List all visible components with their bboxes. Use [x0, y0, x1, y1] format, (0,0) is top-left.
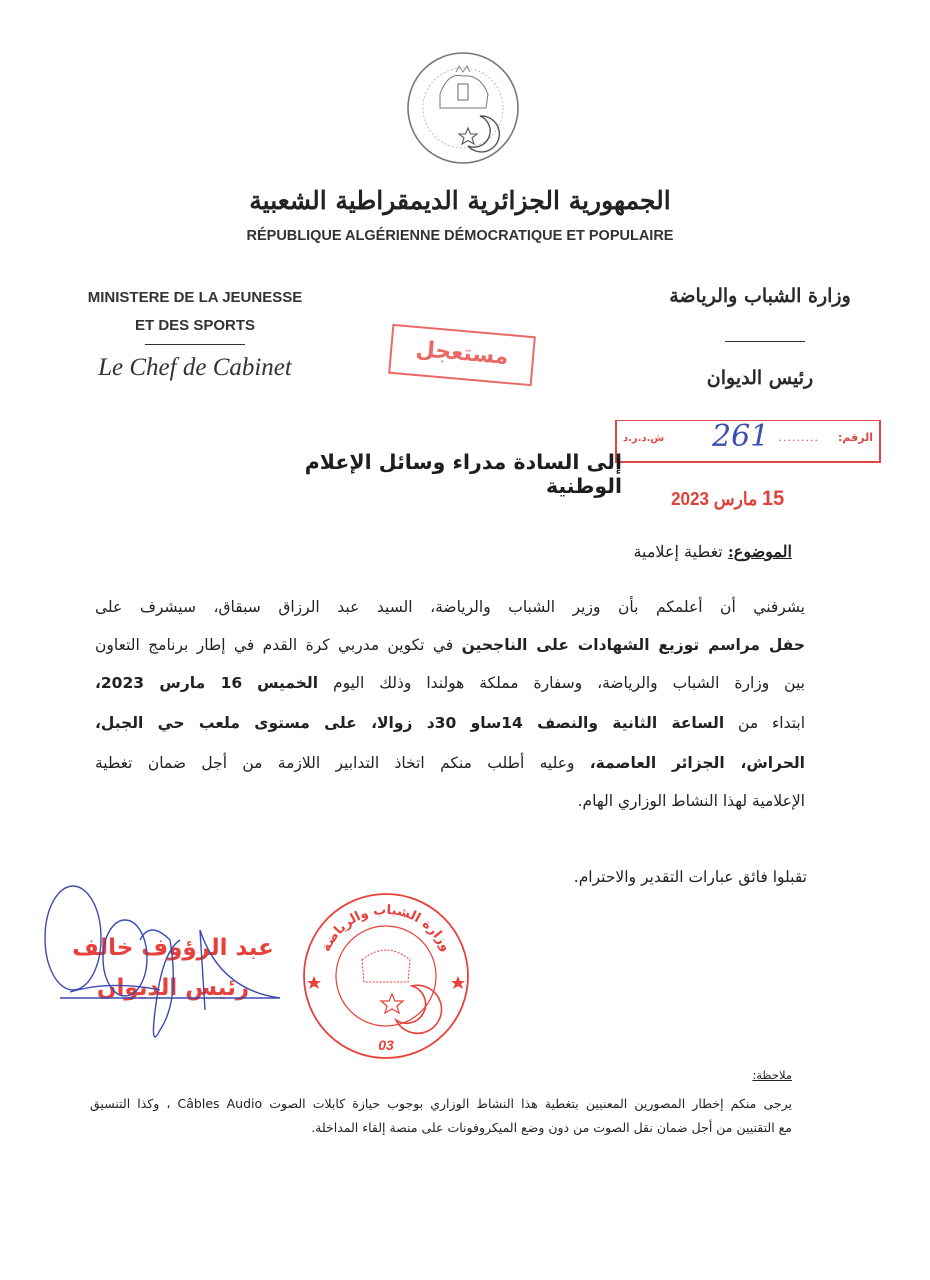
body-line-1 — [95, 598, 805, 616]
body-line-5 — [95, 754, 805, 772]
ministry-name-arabic: وزارة الشباب والرياضة — [669, 285, 851, 307]
body-bold-text: حفل مراسم توزيع الشهادات على الناجحين — [461, 636, 806, 654]
ministry-line-2: ET DES SPORTS — [134, 317, 256, 334]
reference-number: 261 — [712, 419, 770, 454]
body-text: يشرفني أن أعلمكم بأن وزير الشباب والرياضة، السيد عبد الرزاق سبقاق، سيشرف على — [95, 598, 805, 616]
office-title-arabic: رئيس الديوان — [706, 367, 814, 389]
reference-number-stamp — [615, 420, 881, 463]
body-bold-text: 16 مارس 2023، — [95, 674, 243, 692]
signatory-name: عبد الرؤوف خالف — [72, 935, 274, 961]
note-line-1 — [90, 1096, 792, 1111]
note-text: يرجى منكم إخطار المصورين المعنيين بتغطية هذا النشاط الوزاري بوجوب حيازة كابلات الصوت — [269, 1096, 792, 1111]
body-text: بين وزارة الشباب والرياضة، وسفارة مملكة هولندا وذلك اليوم — [332, 674, 805, 692]
subject-text: تغطية إعلامية — [633, 542, 723, 561]
body-line-4 — [95, 714, 805, 732]
body-text: ابتداء من — [738, 714, 806, 732]
body-line-3 — [95, 674, 805, 692]
country-name-french: RÉPUBLIQUE ALGÉRIENNE DÉMOCRATIQUE ET POPULAIRE — [246, 228, 674, 244]
ministry-name-french — [50, 284, 340, 340]
body-text: وعليه أطلب منكم اتخاذ التدابير اللازمة من أجل ضمان تغطية — [95, 754, 575, 772]
date-year: 2023 — [670, 489, 710, 509]
ministry-line-1: MINISTERE DE LA JEUNESSE — [87, 289, 303, 306]
body-text: الإعلامية لهذا النشاط الوزاري الهام. — [577, 792, 805, 810]
reference-dots: ......... — [778, 431, 819, 444]
official-round-seal — [300, 890, 472, 1062]
note-text: مع التقنيين من أجل ضمان نقل الصوت من دون وضع الميكروفونات على منصة إلقاء المداخلة. — [311, 1120, 792, 1135]
closing-formula: تقبلوا فائق عبارات التقدير والاحترام. — [573, 868, 807, 886]
subject — [470, 542, 792, 561]
svg-text:وزارة الشباب والرياضة — [319, 903, 454, 954]
date-day: 15 — [762, 487, 785, 510]
handwritten-signature — [40, 880, 340, 1060]
date-stamp — [671, 487, 784, 511]
divider — [145, 344, 245, 345]
note-french-term: Câbles Audio — [177, 1096, 263, 1111]
body-line-6 — [95, 792, 805, 810]
date-month: مارس — [713, 489, 758, 509]
seal-number: 03 — [378, 1037, 394, 1053]
body-text: في تكوين مدربي كرة القدم في إطار برنامج التعاون — [95, 636, 454, 654]
office-title-french: Le Chef de Cabinet — [98, 354, 292, 381]
urgent-stamp: مستعجل — [388, 324, 536, 386]
body-line-2 — [95, 636, 805, 654]
body-bold-text: الخميس — [257, 674, 319, 692]
reference-code: ش.د.ر.د — [623, 433, 665, 444]
recipient: إلى السادة مدراء وسائل الإعلام الوطنية — [304, 450, 622, 498]
signatory-title: رئيس الديوان — [96, 975, 250, 1001]
seal-outer-text: وزارة الشباب والرياضة — [318, 902, 454, 955]
body-bold-text: الحراش، الجزائر العاصمة، — [589, 754, 805, 772]
body-bold-text: الساعة الثانية والنصف 14ساو 30د زوالا، على مستوى ملعب حي الجبل، — [95, 714, 725, 732]
divider — [725, 341, 805, 342]
note-heading: ملاحظة: — [752, 1068, 792, 1082]
note-text: ، وكذا التنسيق — [90, 1096, 171, 1111]
subject-label: الموضوع: — [727, 542, 792, 561]
note-line-2 — [90, 1120, 792, 1135]
state-emblem-icon — [388, 46, 538, 170]
reference-label: الرقم: — [838, 431, 873, 444]
country-name-arabic: الجمهورية الجزائرية الديمقراطية الشعبية — [249, 186, 671, 215]
